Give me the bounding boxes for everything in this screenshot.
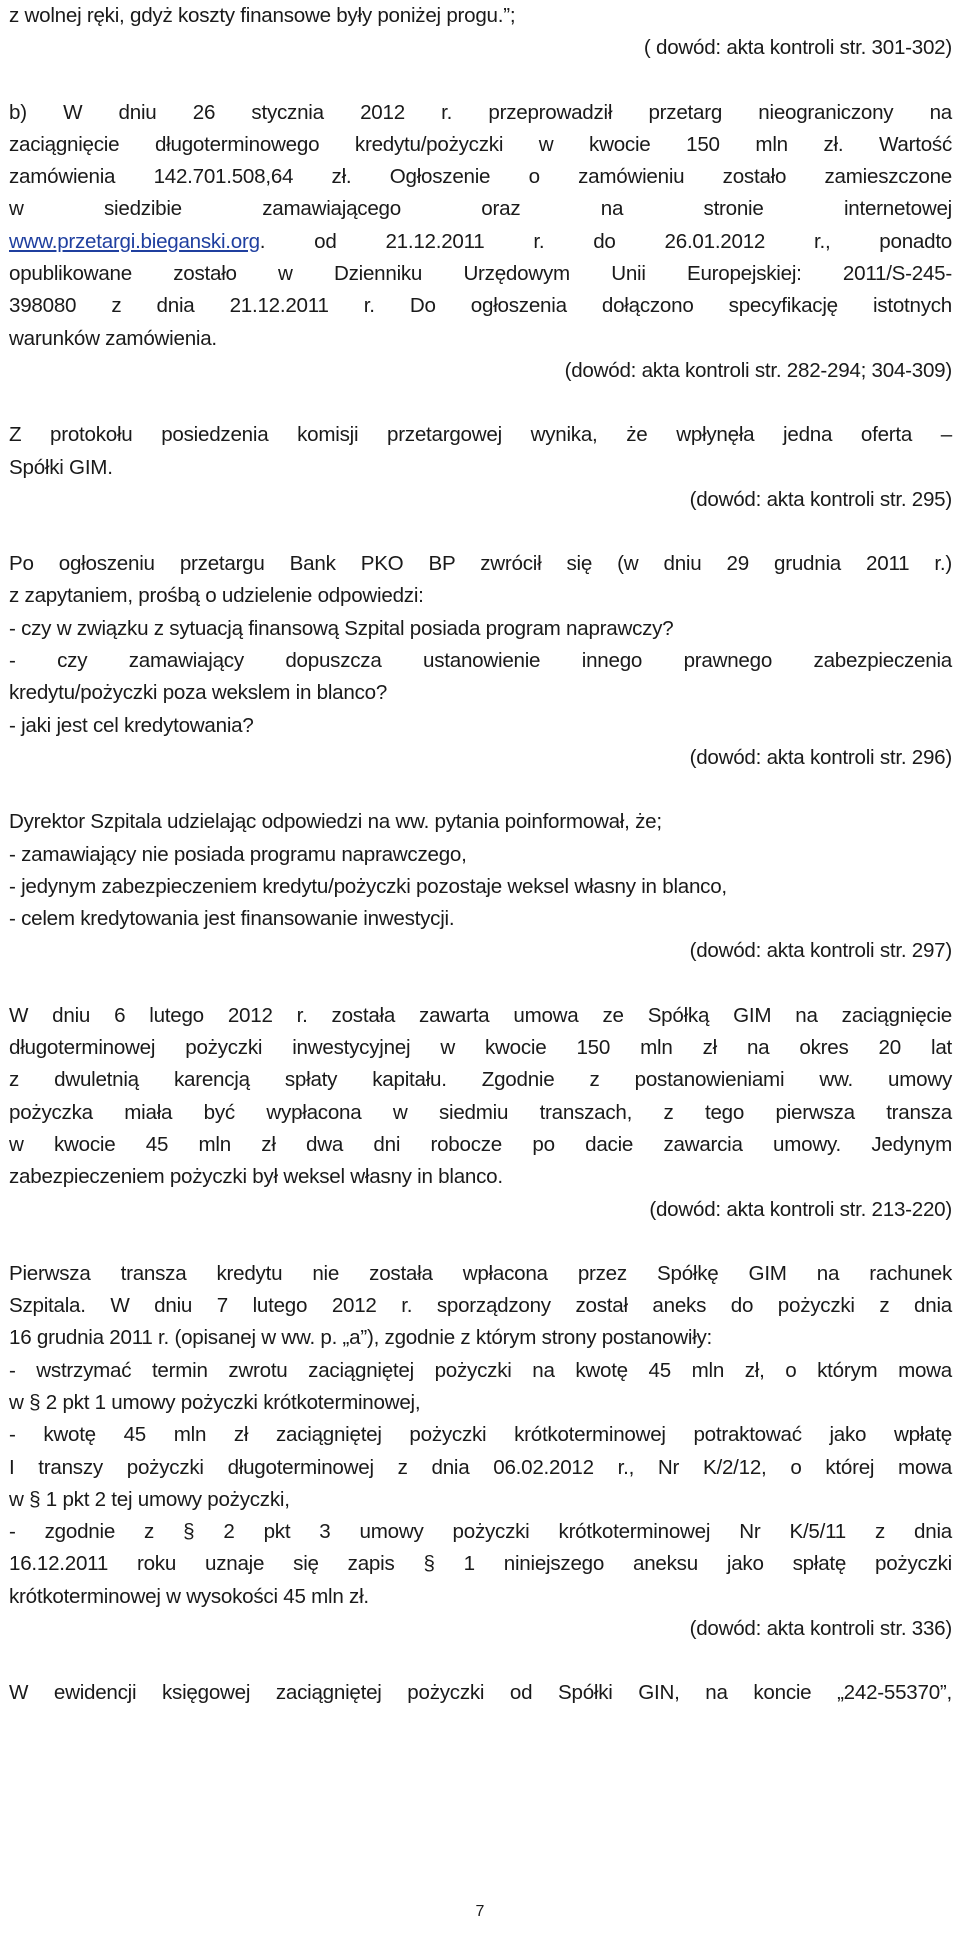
text-line: b) W dniu 26 stycznia 2012 r. przeprowadził przetarg nieograniczony na [9,100,952,124]
evidence-reference: (dowód: akta kontroli str. 296) [689,745,952,769]
text-line: Z protokołu posiedzenia komisji przetargowej wynika, że wpłynęła jedna oferta – [9,423,952,447]
text-line [9,226,952,258]
paragraph-accounting [9,1677,952,1709]
text-line: - czy w związku z sytuacją finansową Szpital posiada program naprawczy? [9,616,674,640]
evidence-reference: (dowód: akta kontroli str. 213-220) [649,1197,952,1221]
text-line: - jedynym zabezpieczeniem kredytu/pożyczki pozostaje weksel własny in blanco, [9,874,727,898]
evidence-reference: ( dowód: akta kontroli str. 301-302) [643,36,952,60]
paragraph-director-answers [9,806,952,967]
text-line: zamówienia 142.701.508,64 zł. Ogłoszenie o zamówieniu zostało zamieszczone [9,165,952,189]
text-line: w kwocie 45 mln zł dwa dni robocze po dacie zawarcia umowy. Jedynym [9,1132,952,1156]
text-line: 16.12.2011 roku uznaje się zapis § 1 niniejszego aneksu jako spłatę pożyczki [9,1552,952,1576]
paragraph-tender [9,97,952,388]
text-line: Pierwsza transza kredytu nie została wpłacona przez Spółkę GIM na rachunek [9,1261,952,1285]
text-line: - jaki jest cel kredytowania? [9,713,254,737]
text-line: z dwuletnią karencją spłaty kapitału. Zgodnie z postanowieniami ww. umowy [9,1068,952,1092]
paragraph-bank-questions [9,548,952,774]
evidence-reference: (dowód: akta kontroli str. 295) [689,487,952,511]
text-line: - celem kredytowania jest finansowanie inwestycji. [9,907,455,931]
text-line: zaciągnięcie długoterminowego kredytu/pożyczki w kwocie 150 mln zł. Wartość [9,132,952,156]
text-line: 16 grudnia 2011 r. (opisanej w ww. p. „a”), zgodnie z którym strony postanowiły: [9,1326,713,1350]
paragraph-protocol [9,419,952,516]
intro-block [9,0,952,65]
text-fragment: . od 21.12.2011 r. do 26.01.2012 r., ponadto [259,229,952,253]
text-line: Dyrektor Szpitala udzielając odpowiedzi na ww. pytania poinformował, że; [9,810,662,834]
text-line: opublikowane zostało w Dzienniku Urzędowym Unii Europejskiej: 2011/S-245- [9,262,952,286]
paragraph-first-tranche [9,1258,952,1646]
text-line: kredytu/pożyczki poza wekslem in blanco? [9,681,388,705]
text-line: - zgodnie z § 2 pkt 3 umowy pożyczki krótkoterminowej Nr K/5/11 z dnia [9,1520,952,1544]
text-line: z zapytaniem, prośbą o udzielenie odpowiedzi: [9,584,424,608]
evidence-reference: (dowód: akta kontroli str. 336) [689,1617,952,1641]
evidence-reference: (dowód: akta kontroli str. 282-294; 304-309) [564,358,952,382]
text-line: - zamawiający nie posiada programu naprawczego, [9,842,467,866]
text-line: pożyczka miała być wypłacona w siedmiu transzach, z tego pierwsza transza [9,1100,952,1124]
text-line: warunków zamówienia. [9,326,217,350]
text-line: zabezpieczeniem pożyczki był weksel własny in blanco. [9,1165,503,1189]
text-line: - wstrzymać termin zwrotu zaciągniętej pożyczki na kwotę 45 mln zł, o którym mowa [9,1358,952,1382]
text-line: W dniu 6 lutego 2012 r. została zawarta umowa ze Spółką GIM na zaciągnięcie [9,1003,952,1027]
text-line: - kwotę 45 mln zł zaciągniętej pożyczki krótkoterminowej potraktować jako wpłatę [9,1423,952,1447]
text-line: W ewidencji księgowej zaciągniętej pożyczki od Spółki GIN, na koncie „242-55370”, [9,1681,952,1705]
page-number: 7 [475,1903,485,1920]
text-line: Szpitala. W dniu 7 lutego 2012 r. sporządzony został aneks do pożyczki z dnia [9,1294,952,1318]
text-line: 398080 z dnia 21.12.2011 r. Do ogłoszenia dołączono specyfikację istotnych [9,294,952,318]
text-line: z wolnej ręki, gdyż koszty finansowe były poniżej progu.”; [9,4,516,27]
paragraph-loan-agreement [9,1000,952,1226]
text-line: I transzy pożyczki długoterminowej z dnia 06.02.2012 r., Nr K/2/12, o której mowa [9,1455,952,1479]
text-line: krótkoterminowej w wysokości 45 mln zł. [9,1584,369,1608]
text-line: - czy zamawiający dopuszcza ustanowienie innego prawnego zabezpieczenia [9,649,952,673]
text-line: w § 2 pkt 1 umowy pożyczki krótkoterminowej, [9,1390,421,1414]
text-line: Po ogłoszeniu przetargu Bank PKO BP zwrócił się (w dniu 29 grudnia 2011 r.) [9,552,952,576]
tender-website-link[interactable]: www.przetargi.bieganski.org [9,229,260,253]
evidence-reference: (dowód: akta kontroli str. 297) [689,939,952,963]
text-line: długoterminowej pożyczki inwestycyjnej w kwocie 150 mln zł na okres 20 lat [9,1036,952,1060]
text-line: w siedzibie zamawiającego oraz na stronie internetowej [9,197,952,221]
text-line: w § 1 pkt 2 tej umowy pożyczki, [9,1487,290,1511]
text-line: Spółki GIM. [9,455,113,479]
document-page [9,0,952,1710]
